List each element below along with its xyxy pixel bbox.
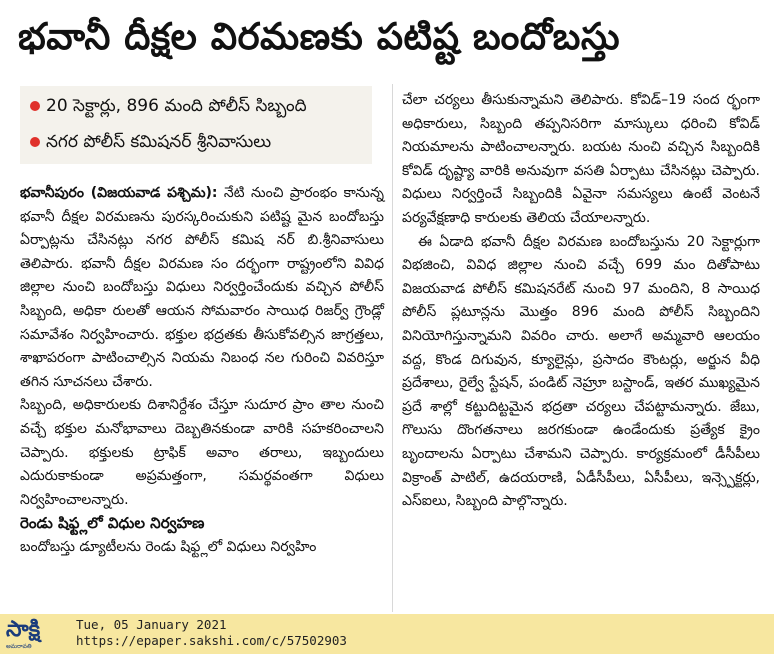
- article-paragraph: ఈ ఏడాది భవానీ దీక్షల విరమణ బందోబస్తును 20 సెక్టార్లుగా విభజించి, వివిధ జిల్లాల నుంచి వచ్చే 699 మం దితోపాటు విజయవాడ పోలీస్ కమిషనరేట్ నుంచి 97 మందిని, 8 సాయిధ పోలీస్ ప్లటూన్లను మొత్తం 896 మంది పోలీస్ సిబ్బందిని వినియోగిస్తున్నామని వివరిం చారు. అలాగే అమ్మవారి ఆలయం వద్ద, కొండ దిగువున, క్యూలైన్లు, ప్రసాదం కౌంటర్లు, అర్జున వీధి ప్రదేశాలు, రైల్వే స్టేషన్, పండిట్ నెహ్రూ బస్టాండ్, ఇతర ముఖ్యమైన ప్రదే శాల్లో కట్టుదిట్టమైన భద్రతా చర్యలు చేపట్టామన్నారు. జేబు, గొలుసు దొంగతనాలు జరగకుండా ఉండేందుకు ప్రత్యేక క్రైం బృందాలను ఏర్పాటు చేశామని చెప్పారు. కార్యక్రమంలో డీసీపీలు విక్రాంత్ పాటిల్, ఉదయరాణి, ఏడీసీపీలు, ఏసీపీలు, ఇన్స్పెక్టర్లు, ఎస్ఐలు, సిబ్బంది పాల్గొన్నారు.: [402, 233, 760, 510]
- publication-date: Tue, 05 January 2021: [76, 617, 227, 632]
- highlight-text: నగర పోలీస్ కమిషనర్ శ్రీనివాసులు: [46, 132, 272, 152]
- logo-subtitle: అమరావతి: [6, 643, 32, 650]
- source-url[interactable]: https://epaper.sakshi.com/c/57502903: [76, 633, 347, 648]
- bullet-dot-icon: [30, 101, 40, 111]
- bullet-dot-icon: [30, 137, 40, 147]
- article-paragraph: సిబ్బంది, అధికారులకు దిశానిర్దేశం చేస్తూ సుదూర ప్రాం తాల నుంచి వచ్చే భక్తుల మనోభావాలు దెబ్బతినకుండా వారికి సహకరించాలని చెప్పారు. భక్తులకు ట్రాఫిక్ అవాం తరాలు, ఇబ్బందులు ఎదురుకాకుండా అప్రమత్తంగా, సమర్థవంతగా విధులు నిర్వహించాలన్నారు.: [20, 397, 384, 508]
- highlights-box: [20, 86, 372, 164]
- highlight-item: [30, 94, 307, 118]
- article-paragraph: బందోబస్తు డ్యూటీలను రెండు షిఫ్ట్లలో విధులు నిర్వహిం: [20, 538, 317, 555]
- dateline: భవానీపురం (విజయవాడ పశ్చిమ):: [20, 185, 218, 201]
- logo-mark: సాక్షి: [6, 617, 41, 642]
- footer-bar: [0, 614, 774, 654]
- sakshi-logo[interactable]: [6, 617, 62, 651]
- footer-info: [76, 617, 347, 649]
- subheading: రెండు షిఫ్ట్లలో విధుల నిర్వహణ: [20, 514, 205, 533]
- headline: భవానీ దీక్షల విరమణకు పటిష్ట బందోబస్తు: [18, 15, 621, 58]
- highlight-text: 20 సెక్టార్లు, 896 మంది పోలీస్ సిబ్బంది: [46, 96, 307, 116]
- article-column-right: [402, 89, 760, 514]
- article-column-left: [20, 182, 384, 560]
- article-paragraph: చేలా చర్యలు తీసుకున్నామని తెలిపారు. కోవిడ్–19 సంద ర్భంగా అధికారులు, సిబ్బంది తప్పనిసరిగా మాస్కులు ధరించి కోవిడ్ నియమాలను పాటించాలన్నారు. బయట నుంచి వచ్చిన సిబ్బందికి కోవిడ్ దృష్ట్యా వారికి అనువుగా వసతి ఏర్పాటు చేసినట్లు చెప్పారు. విధులు నిర్వర్తించే సిబ్బందికి ఏవైనా సమస్యలు ఉంటే వెంటనే పర్యవేక్షణాధి కారులకు తెలియ చేయాలన్నారు.: [402, 92, 760, 226]
- article-text: నేటి నుంచి ప్రారంభం కానున్న భవానీ దీక్షల విరమణను పురస్కరించుకుని పటిష్ట మైన బందోబస్తు ఏర్పాట్లను చేసినట్లు నగర పోలీస్ కమిష నర్ బి.శ్రీనివాసులు తెలిపారు. భవానీ దీక్షల విరమణ సం దర్భంగా రాష్ట్రంలోని వివిధ జిల్లాల నుంచి బందోబస్తు విధులు నిర్వర్తించేందుకు వచ్చిన పోలీస్ సిబ్బంది, అధికా రులతో ఆయన సోమవారం సాయిధ రిజర్వ్ గ్రౌండ్లో సమావేశం నిర్వహించారు. భక్తుల భద్రతకు తీసుకోవల్సిన జాగ్రత్తలు, శాఖాపరంగా పాటించాల్సిన నియమ నిబంధ నల గురించి వివరిస్తూ తగిన సూచనలు చేశారు.: [20, 185, 384, 390]
- column-divider: [392, 84, 393, 612]
- highlight-item: [30, 130, 271, 154]
- article-paragraph: [20, 182, 384, 394]
